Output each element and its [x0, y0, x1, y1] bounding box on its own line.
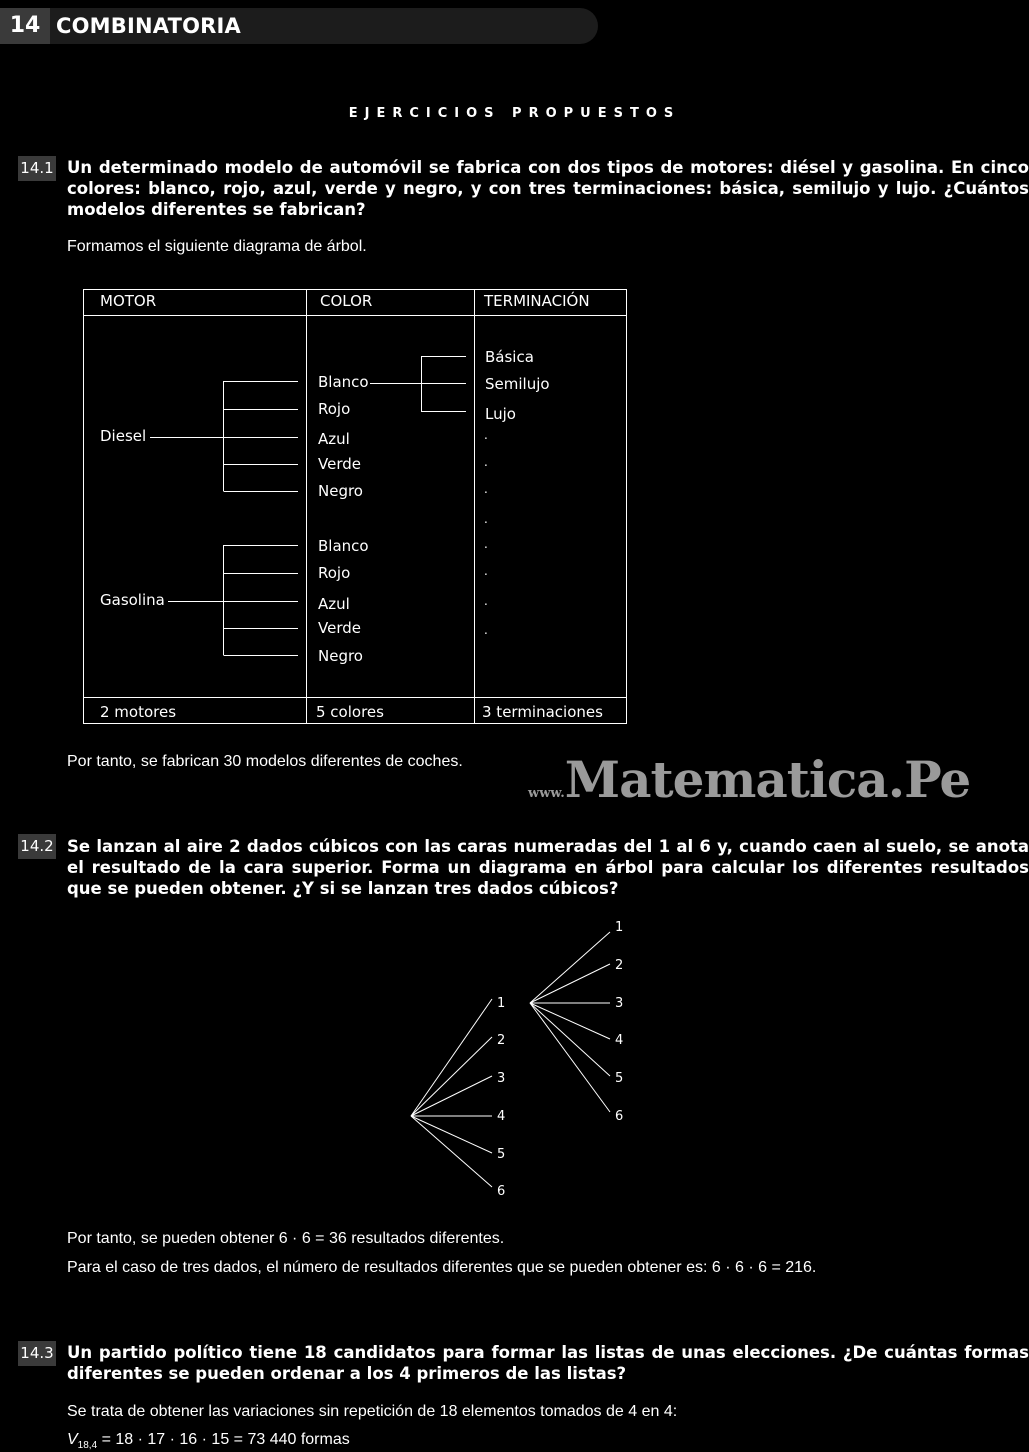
footer-terminations: 3 terminaciones: [482, 703, 603, 721]
problem-14-1-conclusion: Por tanto, se fabrican 30 modelos diferentes de coches.: [67, 753, 463, 770]
termination-dot: .: [484, 537, 488, 551]
formula-subscript: 18,4: [77, 1440, 98, 1452]
tree-first-label-6: 6: [497, 1184, 506, 1199]
section-title: EJERCICIOS PROPUESTOS: [348, 106, 681, 121]
header-terminacion: TERMINACIÓN: [484, 292, 590, 310]
tree-first-label-2: 2: [497, 1033, 506, 1048]
tree-first-label-1: 1: [497, 996, 506, 1011]
termination-lujo: Lujo: [485, 405, 516, 423]
tree-second-label-5: 5: [615, 1071, 624, 1086]
watermark-name: Matematica: [564, 750, 888, 809]
tree-second-label-2: 2: [615, 958, 624, 973]
tree-second-label-3: 3: [615, 996, 624, 1011]
tree-first-label-3: 3: [497, 1071, 506, 1086]
termination-basica: Básica: [485, 348, 534, 366]
termination-dot: .: [484, 564, 488, 578]
problem-14-3-question: Un partido político tiene 18 candidatos para formar las listas de unas elecciones. ¿De cuántas formas diferentes se pueden ordenar a los 4 primeros de las listas?: [67, 1343, 1029, 1383]
tree-second-label-6: 6: [615, 1109, 624, 1124]
motor-gasolina: Gasolina: [100, 591, 165, 609]
problem-14-3-line1: Se trata de obtener las variaciones sin repetición de 18 elementos tomados de 4 en 4:: [67, 1403, 678, 1420]
color-diesel-blanco: Blanco: [318, 373, 369, 391]
termination-dot: .: [484, 428, 488, 442]
watermark-dot: .: [887, 750, 905, 809]
problem-number-14-2: 14.2: [18, 834, 56, 859]
watermark-suffix: Pe: [904, 750, 971, 809]
color-gasolina-verde: Verde: [318, 619, 361, 637]
tree-first-label-4: 4: [497, 1109, 506, 1124]
footer-motors: 2 motores: [100, 703, 177, 721]
motor-diesel: Diesel: [100, 427, 147, 445]
problem-14-2-question: Se lanzan al aire 2 dados cúbicos con las caras numeradas del 1 al 6 y, cuando caen al suelo, se anota el resultado de la cara superior. Forma un diagrama en árbol para calcular los diferentes resultados que se pueden obtener. ¿Y si se lanzan tres dados cúbicos?: [67, 837, 1029, 898]
color-diesel-negro: Negro: [318, 482, 363, 500]
formula-v: V: [67, 1431, 78, 1448]
tree-first-label-5: 5: [497, 1147, 506, 1162]
problem-14-1-question: Un determinado modelo de automóvil se fabrica con dos tipos de motores: diésel y gasolina. En cinco colores: blanco, rojo, azul, verde y negro, y con tres terminaciones: básica, semilujo y lujo. ¿Cuántos modelos diferentes se fabrican?: [67, 158, 1029, 219]
watermark-prefix: www.: [528, 786, 565, 801]
chapter-title: COMBINATORIA: [56, 14, 241, 38]
problem-14-1-intro: Formamos el siguiente diagrama de árbol.: [67, 238, 367, 255]
termination-dot: .: [484, 594, 488, 608]
header-motor: MOTOR: [100, 292, 157, 310]
color-diesel-verde: Verde: [318, 455, 361, 473]
header-color: COLOR: [320, 292, 373, 310]
color-diesel-rojo: Rojo: [318, 400, 351, 418]
tree-second-label-1: 1: [615, 920, 624, 935]
tree-second-label-4: 4: [615, 1033, 624, 1048]
problem-number-14-1: 14.1: [18, 156, 56, 181]
chapter-number: 14: [0, 8, 50, 44]
problem-14-2-line1: Por tanto, se pueden obtener 6 · 6 = 36 resultados diferentes.: [67, 1230, 505, 1247]
color-diesel-azul: Azul: [318, 430, 350, 448]
termination-dot: .: [484, 455, 488, 469]
formula-rest: = 18 · 17 · 16 · 15 = 73 440 formas: [97, 1431, 350, 1448]
color-gasolina-negro: Negro: [318, 647, 363, 665]
termination-dot: .: [484, 482, 488, 496]
color-gasolina-blanco: Blanco: [318, 537, 369, 555]
color-gasolina-rojo: Rojo: [318, 564, 351, 582]
termination-dot: .: [484, 512, 488, 526]
footer-colors: 5 colores: [316, 703, 384, 721]
problem-14-2-line2: Para el caso de tres dados, el número de resultados diferentes que se pueden obtener es: 6 · 6 · 6 = 216.: [67, 1259, 817, 1276]
problem-14-3-formula: [67, 1431, 350, 1451]
termination-semilujo: Semilujo: [485, 375, 550, 393]
color-gasolina-azul: Azul: [318, 595, 350, 613]
termination-dot: .: [484, 623, 488, 637]
problem-number-14-3: 14.3: [18, 1341, 56, 1366]
